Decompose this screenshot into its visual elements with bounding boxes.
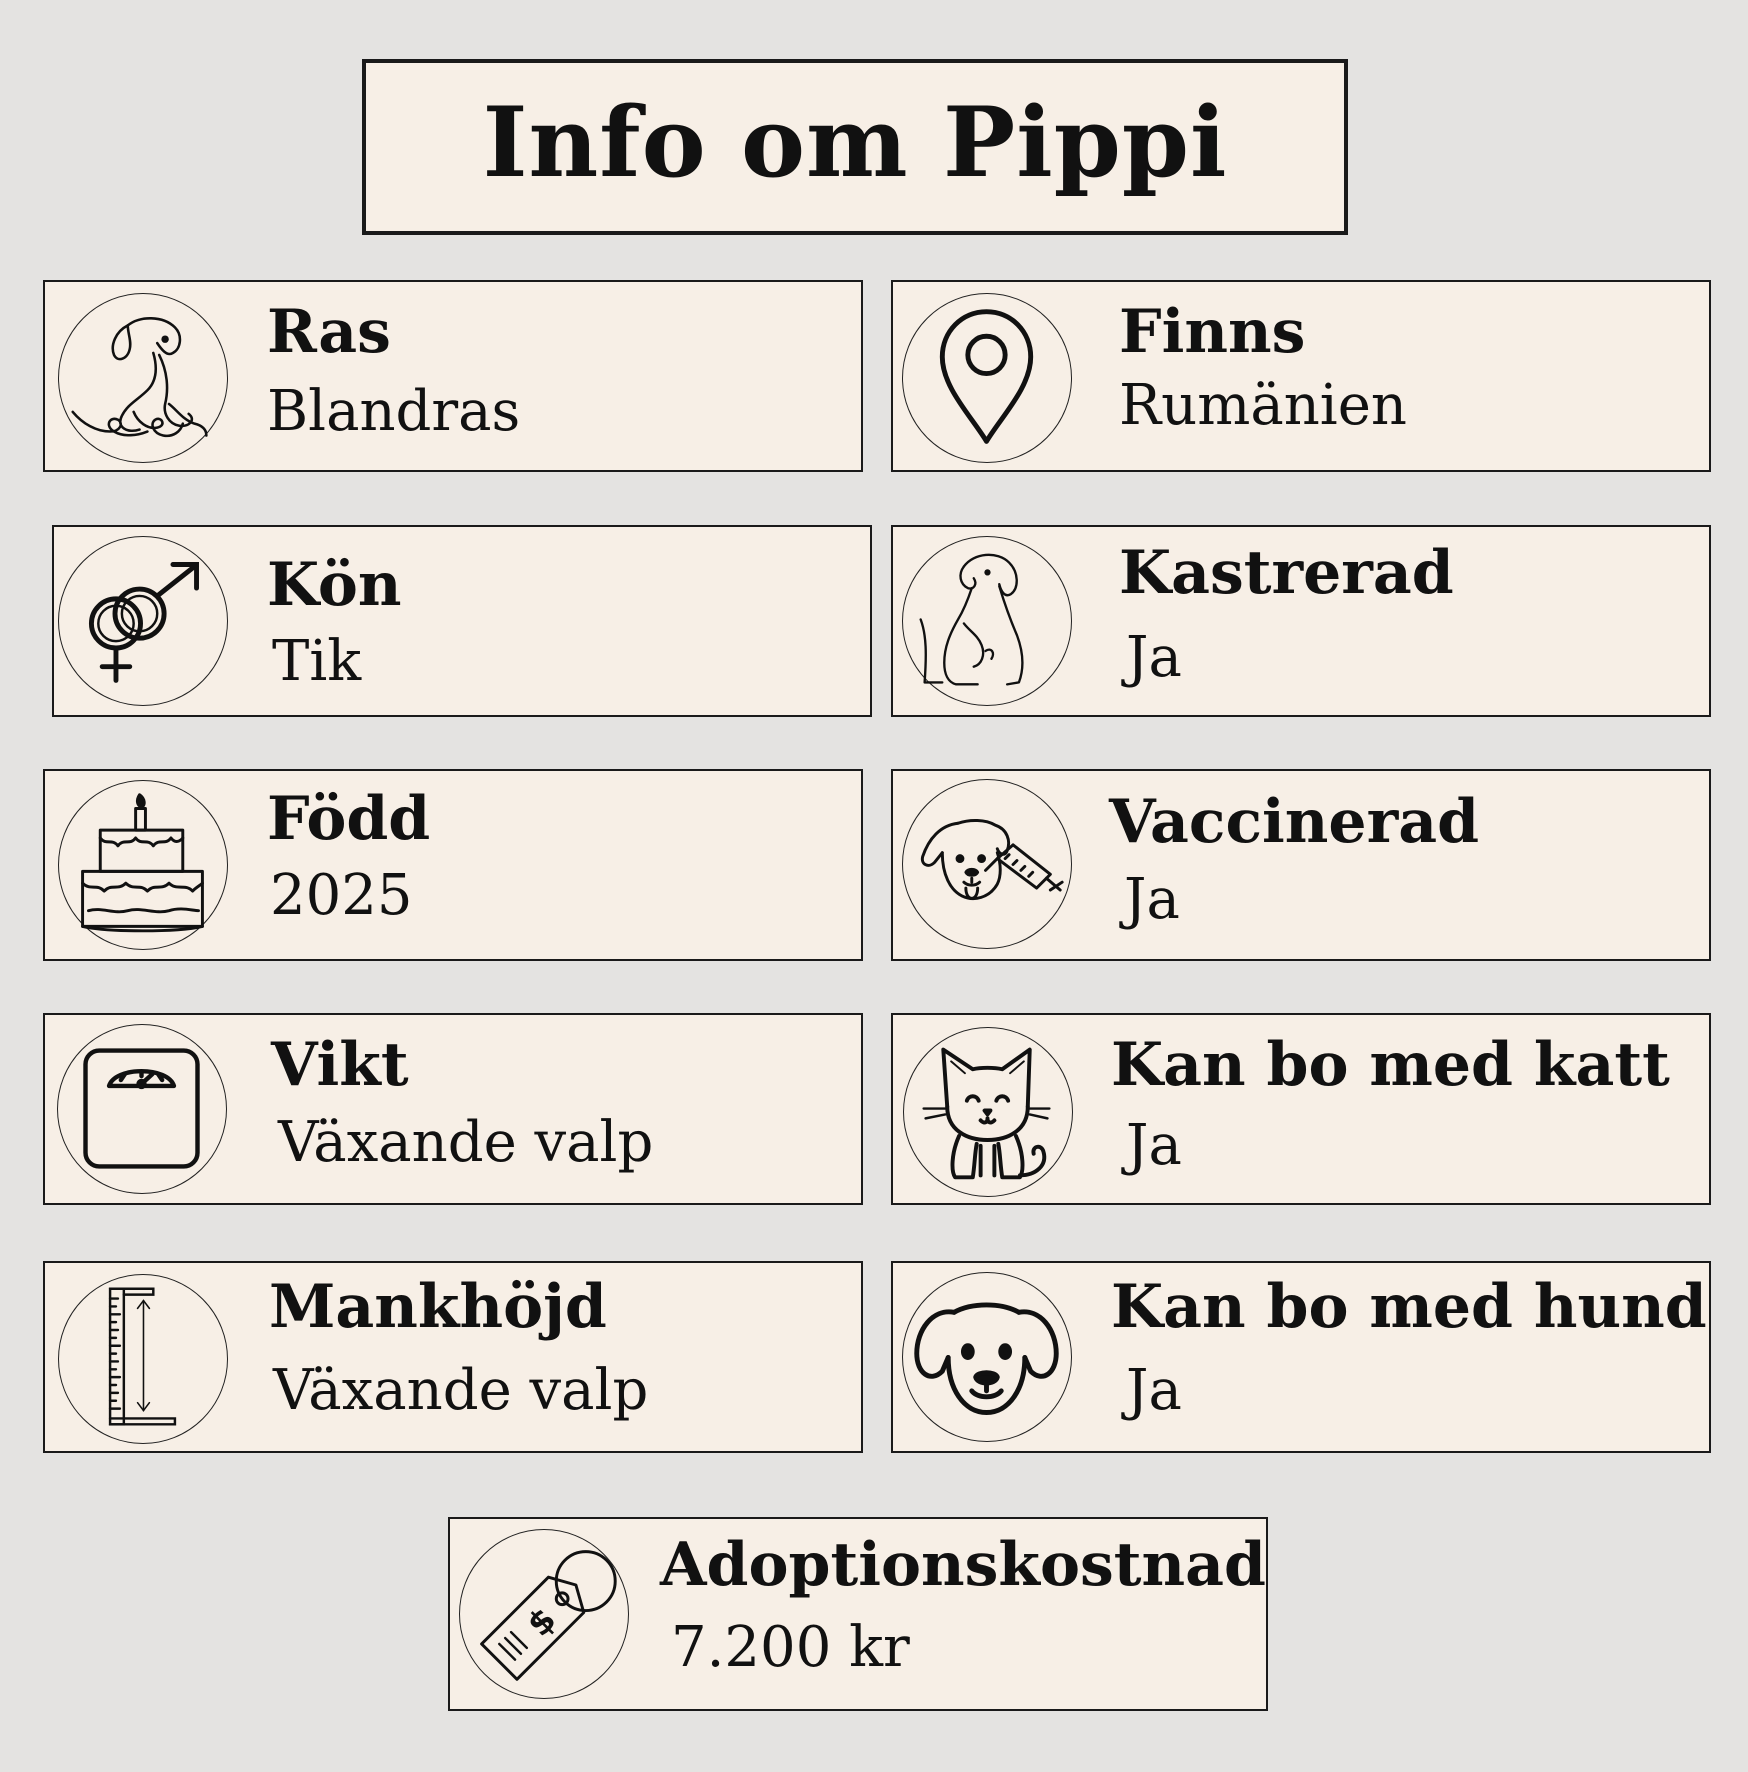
info-label: Vikt <box>271 1030 409 1100</box>
weight-scale-icon <box>57 1024 227 1194</box>
info-card-vaccinerad <box>891 769 1711 961</box>
dog-vaccine-syringe-icon <box>902 779 1072 949</box>
info-value: Rumänien <box>1119 373 1407 438</box>
birthday-cake-icon <box>58 780 228 950</box>
info-label: Ras <box>267 297 391 367</box>
info-value: Växande valp <box>273 1358 649 1423</box>
info-value: Ja <box>1126 1358 1182 1423</box>
info-card-vikt <box>43 1013 863 1205</box>
info-label: Kan bo med katt <box>1111 1030 1670 1100</box>
title-box <box>362 59 1348 235</box>
info-label: Mankhöjd <box>269 1272 607 1342</box>
info-value: Tik <box>272 629 362 694</box>
info-card-adoptionskostnad <box>448 1517 1268 1711</box>
sitting-dog-icon <box>902 536 1072 706</box>
dog-face-icon <box>902 1272 1072 1442</box>
info-label: Kastrerad <box>1119 538 1454 608</box>
info-card-kon <box>52 525 872 717</box>
info-card-ras <box>43 280 863 472</box>
gender-symbols-icon <box>58 536 228 706</box>
info-value: Ja <box>1126 1113 1182 1178</box>
info-value: 2025 <box>270 863 413 928</box>
info-value: Ja <box>1124 867 1180 932</box>
info-label: Född <box>267 784 431 854</box>
height-ruler-icon <box>58 1274 228 1444</box>
info-card-hund <box>891 1261 1711 1453</box>
info-card-finns <box>891 280 1711 472</box>
dog-line-art-icon <box>58 293 228 463</box>
info-value: Växande valp <box>278 1110 654 1175</box>
location-pin-icon <box>902 293 1072 463</box>
info-card-kastrerad <box>891 525 1711 717</box>
info-label: Adoptionskostnad <box>660 1530 1266 1600</box>
info-card-mankhojd <box>43 1261 863 1453</box>
cat-icon <box>903 1027 1073 1197</box>
info-value: 7.200 kr <box>671 1615 910 1680</box>
price-tag-icon <box>459 1529 629 1699</box>
info-card-fodd <box>43 769 863 961</box>
info-label: Kön <box>267 550 402 620</box>
info-value: Ja <box>1126 625 1182 690</box>
page-title: Info om Pippi <box>482 86 1228 199</box>
info-label: Finns <box>1119 297 1306 367</box>
info-card-katt <box>891 1013 1711 1205</box>
info-label: Kan bo med hund <box>1111 1272 1707 1342</box>
info-label: Vaccinerad <box>1109 787 1480 857</box>
info-value: Blandras <box>267 379 521 444</box>
svg-text:$: $ <box>519 1599 564 1644</box>
